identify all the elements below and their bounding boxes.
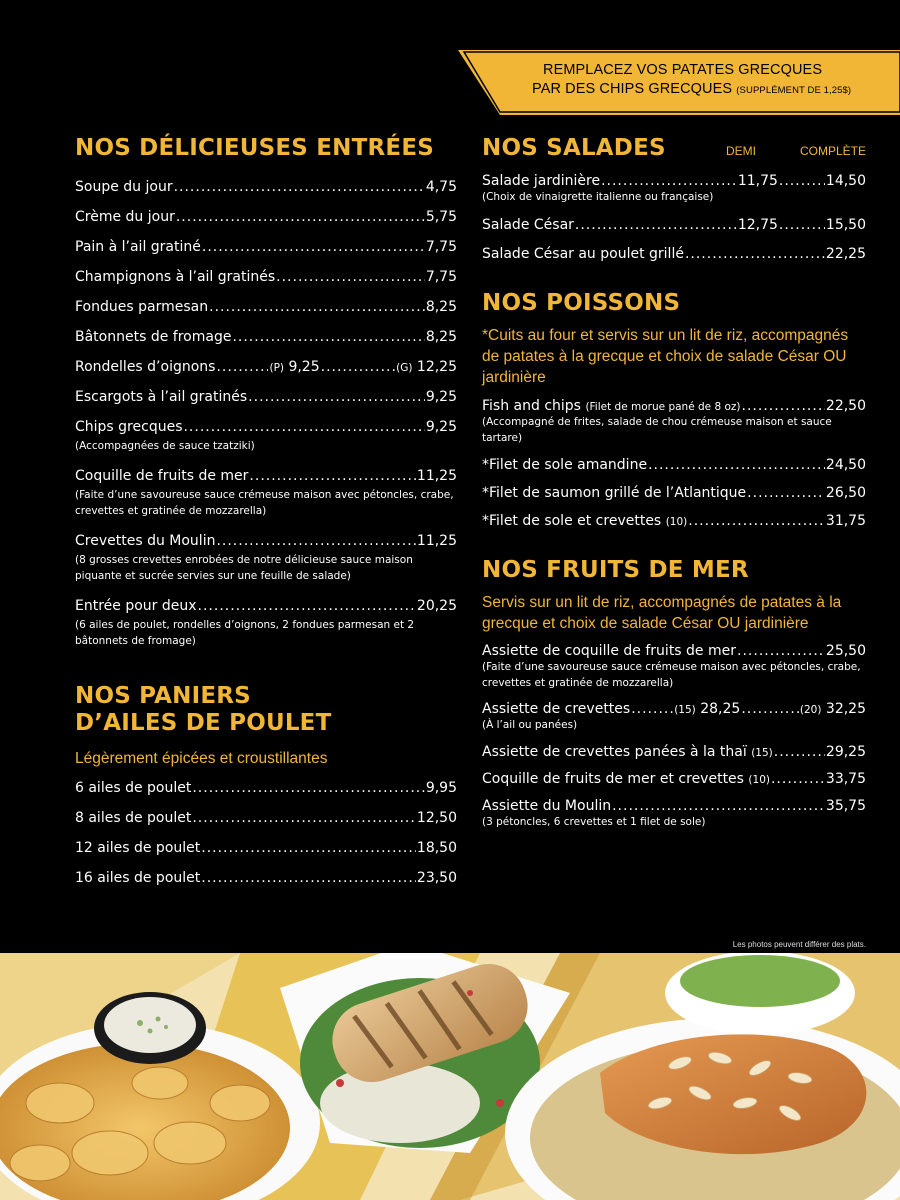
menu-item <box>482 457 866 473</box>
item-note: (Faite d’une savoureuse sauce crémeuse maison avec pétoncles, crabe, crevettes et gratinée de mozzarella) <box>482 661 861 690</box>
fish-list <box>482 398 866 529</box>
menu-item <box>482 771 866 787</box>
item-name: Coquille de fruits de mer <box>75 468 249 485</box>
item-name: Fish and chips <box>482 397 581 414</box>
menu-item <box>75 269 457 285</box>
wings-intro: Légèrement épicées et croustillantes <box>75 750 328 768</box>
item-name: Assiette du Moulin <box>482 798 612 815</box>
item-price: 12,25 <box>416 359 457 376</box>
item-price: 8,25 <box>425 329 457 346</box>
item-price: 18,50 <box>416 840 457 857</box>
item-note: (6 ailes de poulet, rondelles d’oignons, 2 fondues parmesan et 2 bâtonnets de fromage) <box>75 619 415 648</box>
item-name: Salade César au poulet grillé <box>482 246 684 263</box>
menu-item <box>482 485 866 501</box>
item-name: 6 ailes de poulet <box>75 780 192 797</box>
menu-item <box>75 840 457 856</box>
food-photos <box>0 953 900 1200</box>
item-price: 33,75 <box>825 771 866 788</box>
wings-title-line2: D’AILES DE POULET <box>75 709 332 736</box>
seafood-intro: Servis sur un lit de riz, accompagnés de patates à la grecque et choix de salade César OU jardinière <box>482 594 842 633</box>
item-name: Entrée pour deux <box>75 598 197 615</box>
item-price: 23,50 <box>416 870 457 887</box>
item-price: 24,50 <box>825 456 866 473</box>
item-name: 12 ailes de poulet <box>75 840 201 857</box>
item-name: Champignons à l’ail gratinés <box>75 269 276 286</box>
menu-item <box>75 870 457 886</box>
item-price: 32,25 <box>825 701 866 718</box>
wings-title <box>75 683 457 736</box>
item-price: 29,25 <box>825 744 866 761</box>
item-name: Fondues parmesan <box>75 299 209 316</box>
menu-item <box>75 598 457 649</box>
item-name: 8 ailes de poulet <box>75 810 192 827</box>
left-column <box>75 135 457 886</box>
item-name: Assiette de crevettes <box>482 701 631 718</box>
item-detail: (15) <box>751 747 773 760</box>
menu-item <box>482 643 866 691</box>
item-name: Salade César <box>482 217 574 234</box>
entrees-list <box>75 179 457 649</box>
item-price: 22,25 <box>825 246 866 263</box>
item-note: (À l’ail ou panées) <box>482 719 578 732</box>
item-price: 22,50 <box>825 397 866 414</box>
wings-title-line1: NOS PANIERS <box>75 683 251 710</box>
menu-item <box>75 239 457 255</box>
item-name: Coquille de fruits de mer et crevettes <box>482 771 744 788</box>
item-price: 35,75 <box>825 798 866 815</box>
promo-banner <box>0 0 900 130</box>
menu-item <box>75 533 457 584</box>
item-price-demi: 11,75 <box>737 173 778 190</box>
menu-item <box>75 329 457 345</box>
menu-item <box>75 299 457 315</box>
item-name: Assiette de crevettes panées à la thaï <box>482 744 747 761</box>
fish-intro: *Cuits au four et servis sur un lit de riz, accompagnés de patates à la grecque et choix de salade César OU jardinière <box>482 326 849 386</box>
item-price-demi: 12,75 <box>737 217 778 234</box>
item-price-small: 9,25 <box>288 359 320 376</box>
item-price: 15,50 <box>825 217 866 234</box>
menu-item <box>482 217 866 233</box>
banner-line-1: REMPLACEZ VOS PATATES GRECQUES <box>543 62 823 78</box>
item-note: (Accompagnées de sauce tzatziki) <box>75 440 255 453</box>
photo-disclaimer: Les photos peuvent différer des plats. <box>732 940 866 949</box>
item-size-2: (20) <box>799 704 822 717</box>
item-note: (Accompagné de frites, salade de chou crémeuse maison et sauce tartare) <box>482 415 832 444</box>
banner-line-2 <box>532 81 851 97</box>
item-name: *Filet de sole amandine <box>482 456 648 473</box>
entrees-title: NOS DÉLICIEUSES ENTRÉES <box>75 135 435 161</box>
item-price: 14,50 <box>825 173 866 190</box>
item-detail: (10) <box>665 515 688 528</box>
item-name: Soupe du jour <box>75 179 173 196</box>
item-detail: (Filet de morue pané de 8 oz) <box>585 400 741 413</box>
item-price: 9,25 <box>425 419 457 436</box>
banner-surcharge: (SUPPLÉMENT DE 1,25$) <box>736 85 852 96</box>
item-detail: (10) <box>748 774 770 787</box>
seafood-list <box>482 643 866 830</box>
item-size-1: (15) <box>674 704 696 717</box>
item-price: 12,50 <box>416 810 457 827</box>
item-note: (Choix de vinaigrette italienne ou française) <box>482 191 714 204</box>
item-name: Assiette de coquille de fruits de mer <box>482 643 737 660</box>
item-price: 25,50 <box>825 643 866 660</box>
item-price: 5,75 <box>425 209 457 226</box>
item-price: 9,25 <box>425 389 457 406</box>
item-price: 11,25 <box>416 468 457 485</box>
menu-item <box>75 780 457 796</box>
item-price: 9,95 <box>425 780 457 797</box>
menu-item <box>482 701 866 733</box>
menu-item <box>482 513 866 529</box>
menu-item <box>482 173 866 205</box>
item-price-1: 28,25 <box>700 701 741 718</box>
item-note: (3 pétoncles, 6 crevettes et 1 filet de sole) <box>482 816 706 829</box>
banner-line-2-text: PAR DES CHIPS GRECQUES <box>532 81 733 97</box>
menu-item <box>482 246 866 262</box>
menu-item <box>75 419 457 454</box>
fish-title: NOS POISSONS <box>482 290 681 317</box>
item-name: Salade jardinière <box>482 173 601 190</box>
food-photo-illustration <box>0 953 900 1200</box>
item-note: (8 grosses crevettes enrobées de notre délicieuse sauce maison piquante et sucrée servies sur une feuille de salade) <box>75 554 413 583</box>
salads-column-headers <box>726 144 866 158</box>
menu-item <box>482 744 866 760</box>
salads-header <box>482 135 866 161</box>
menu-item <box>75 810 457 826</box>
menu-item <box>75 179 457 195</box>
wings-list <box>75 780 457 886</box>
menu-item <box>482 798 866 830</box>
menu-item <box>482 398 866 446</box>
item-price: 11,25 <box>416 533 457 550</box>
item-price: 7,75 <box>425 239 457 256</box>
salads-title: NOS SALADES <box>482 135 666 161</box>
item-name: Chips grecques <box>75 419 183 436</box>
item-size-small: (P) <box>269 362 284 375</box>
item-name: Pain à l’ail gratiné <box>75 239 201 256</box>
menu-item <box>75 468 457 519</box>
salads-list <box>482 173 866 262</box>
col-demi: DEMI <box>725 144 756 158</box>
item-size-large: (G) <box>396 362 413 375</box>
item-name: Crevettes du Moulin <box>75 533 216 550</box>
item-name: *Filet de saumon grillé de l’Atlantique <box>482 484 747 501</box>
menu-item <box>75 209 457 225</box>
item-name: Bâtonnets de fromage <box>75 329 232 346</box>
menu-item <box>75 359 457 375</box>
seafood-title: NOS FRUITS DE MER <box>482 556 749 583</box>
item-price: 8,25 <box>425 299 457 316</box>
item-name: Rondelles d’oignons <box>75 359 216 376</box>
col-complete: COMPLÈTE <box>799 144 866 158</box>
item-price: 7,75 <box>425 269 457 286</box>
item-name: Crème du jour <box>75 209 175 226</box>
item-price: 31,75 <box>825 512 866 529</box>
item-price: 26,50 <box>825 484 866 501</box>
item-name: 16 ailes de poulet <box>75 870 201 887</box>
item-price: 4,75 <box>425 179 457 196</box>
item-name: Escargots à l’ail gratinés <box>75 389 248 406</box>
item-name: *Filet de sole et crevettes <box>482 512 662 529</box>
item-price: 20,25 <box>416 598 457 615</box>
menu-item <box>75 389 457 405</box>
item-note: (Faite d’une savoureuse sauce crémeuse maison avec pétoncles, crabe, crevettes et gratinée de mozzarella) <box>75 489 454 518</box>
right-column <box>482 135 866 830</box>
